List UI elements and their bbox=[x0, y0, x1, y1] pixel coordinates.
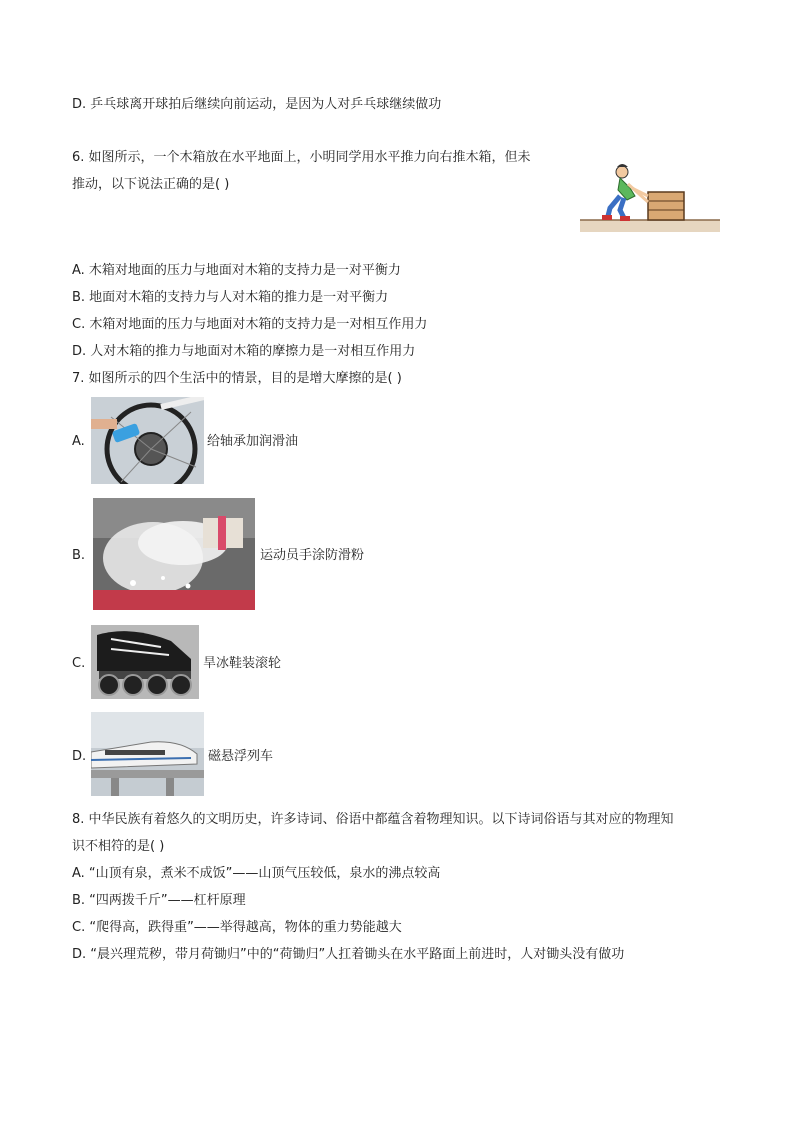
q7-stem: 7. 如图所示的四个生活中的情景，目的是增大摩擦的是( ) bbox=[72, 371, 402, 386]
q8-stem-line1: 8. 中华民族有着悠久的文明历史，许多诗词、俗语中都蕴含着物理知识。以下诗词俗语与其对应的物理知 bbox=[72, 812, 674, 827]
roller-skate-photo bbox=[91, 625, 199, 699]
q8-option-d: D. “晨兴理荒秽，带月荷锄归”中的“荷锄归”人扛着锄头在水平路面上前进时，人对锄头没有做功 bbox=[72, 947, 625, 962]
q6-option-c: C. 木箱对地面的压力与地面对木箱的支持力是一对相互作用力 bbox=[72, 317, 428, 332]
q8-option-c: C. “爬得高，跌得重”——举得越高，物体的重力势能越大 bbox=[72, 920, 402, 935]
q8-stem-line2: 识不相符的是( ) bbox=[72, 839, 165, 854]
q7-option-a-letter: A. bbox=[72, 434, 85, 449]
chalk-hands-photo bbox=[93, 498, 255, 610]
maglev-train-photo bbox=[91, 712, 204, 796]
q7-option-a-caption: 给轴承加润滑油 bbox=[207, 434, 299, 449]
q6-stem-line2: 推动，以下说法正确的是( ) bbox=[72, 177, 230, 192]
q7-option-c-letter: C. bbox=[72, 656, 86, 671]
q7-option-b-caption: 运动员手涂防滑粉 bbox=[260, 548, 365, 563]
q7-option-b-letter: B. bbox=[72, 548, 86, 563]
q8-option-b: B. “四两拨千斤”——杠杆原理 bbox=[72, 893, 246, 908]
q7-option-d-caption: 磁悬浮列车 bbox=[208, 749, 274, 764]
push-box-illustration bbox=[580, 158, 720, 232]
q8-option-a: A. “山顶有泉，煮米不成饭”——山顶气压较低，泉水的沸点较高 bbox=[72, 866, 441, 881]
q6-option-d: D. 人对木箱的推力与地面对木箱的摩擦力是一对相互作用力 bbox=[72, 344, 416, 359]
q6-option-b: B. 地面对木箱的支持力与人对木箱的推力是一对平衡力 bbox=[72, 290, 389, 305]
q6-stem-line1: 6. 如图所示，一个木箱放在水平地面上，小明同学用水平推力向右推木箱，但未 bbox=[72, 150, 531, 165]
q7-option-c-caption: 旱冰鞋装滚轮 bbox=[203, 656, 282, 671]
bicycle-bearing-photo bbox=[91, 397, 204, 484]
q7-option-d-letter: D. bbox=[72, 749, 87, 764]
q5-option-d: D. 乒乓球离开球拍后继续向前运动，是因为人对乒乓球继续做功 bbox=[72, 97, 442, 112]
q6-option-a: A. 木箱对地面的压力与地面对木箱的支持力是一对平衡力 bbox=[72, 263, 401, 278]
